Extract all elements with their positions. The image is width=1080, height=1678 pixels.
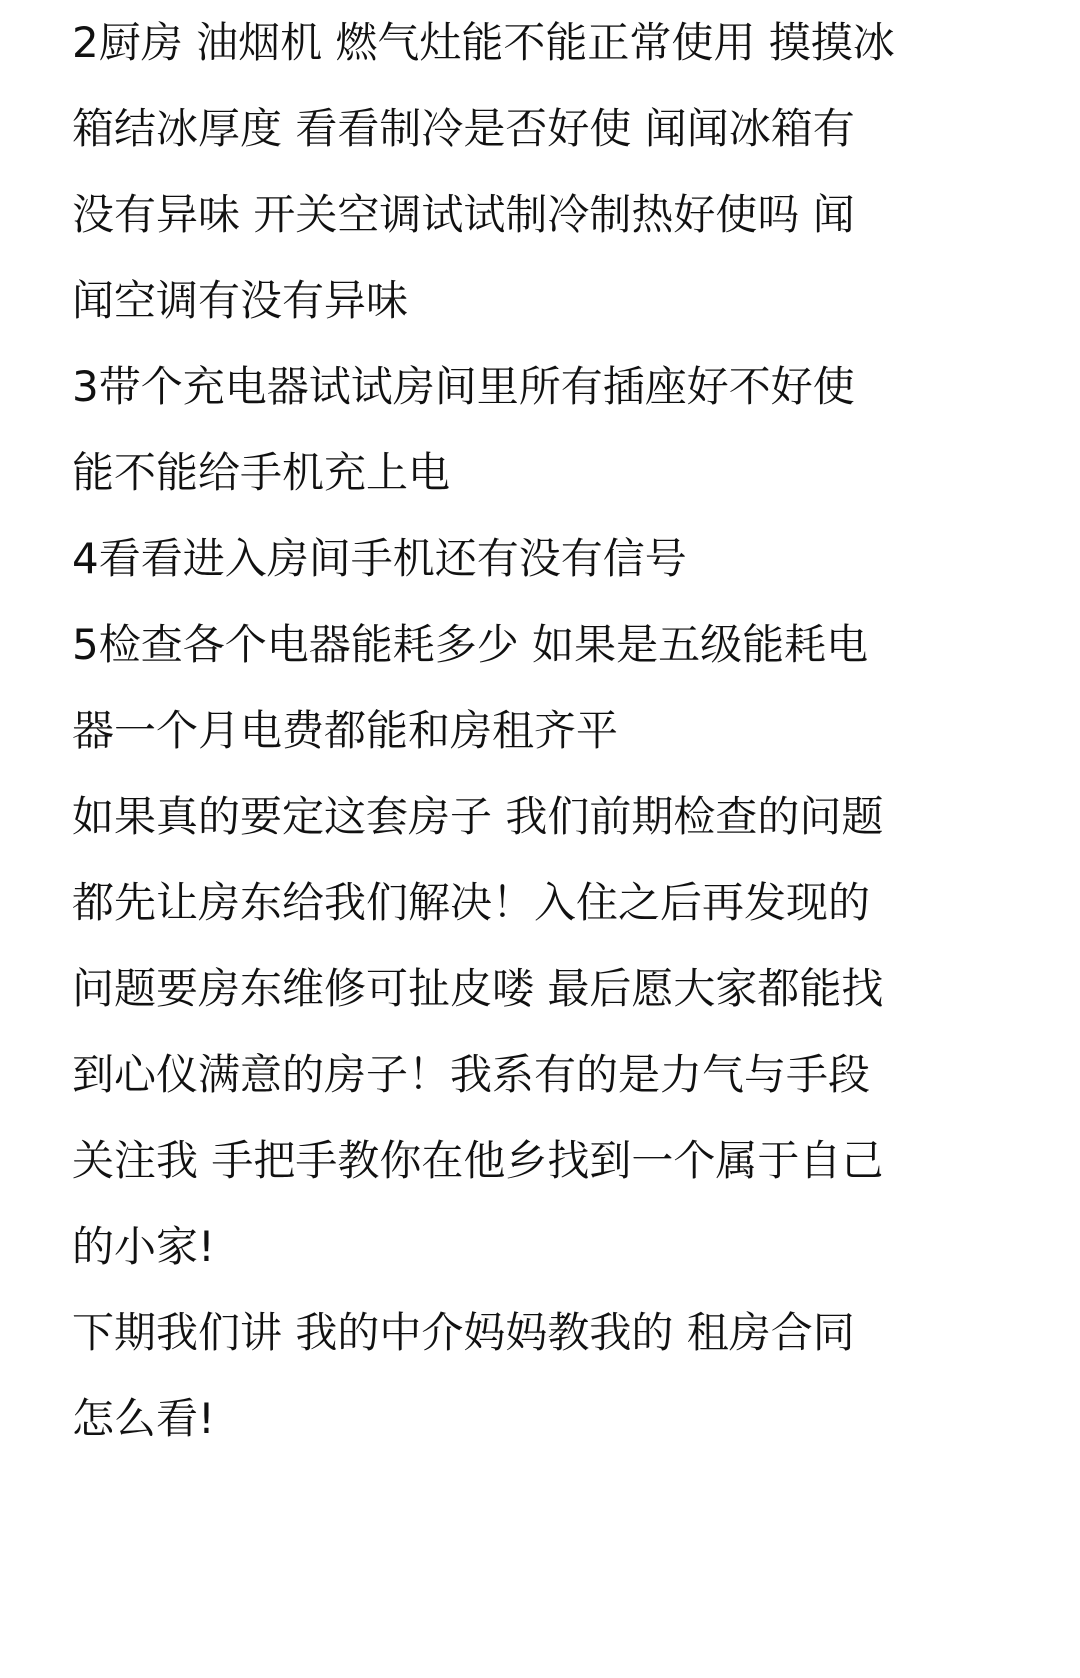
text-line: 能不能给手机充上电: [72, 448, 451, 497]
text-line: 到心仪满意的房子！我系有的是力气与手段: [72, 1050, 871, 1099]
text-line: 都先让房东给我们解决！入住之后再发现的: [72, 878, 871, 927]
text-line: 怎么看!: [72, 1394, 215, 1443]
text-line: 箱结冰厚度 看看制冷是否好使 闻闻冰箱有: [72, 104, 855, 153]
text-line: 关注我 手把手教你在他乡找到一个属于自己: [72, 1136, 884, 1185]
text-line: 2厨房 油烟机 燃气灶能不能正常使用 摸摸冰: [72, 18, 895, 67]
text-line: 5检查各个电器能耗多少 如果是五级能耗电: [72, 620, 869, 669]
text-line: 闻空调有没有异味: [72, 276, 409, 325]
text-line: 问题要房东维修可扯皮喽 最后愿大家都能找: [72, 964, 884, 1013]
text-line: 器一个月电费都能和房租齐平: [72, 706, 619, 755]
text-line: 4看看进入房间手机还有没有信号: [72, 534, 687, 583]
text-line: 下期我们讲 我的中介妈妈教我的 租房合同: [72, 1308, 855, 1357]
text-line: 的小家!: [72, 1222, 215, 1271]
text-line: 没有异味 开关空调试试制冷制热好使吗 闻: [72, 190, 855, 239]
text-line: 3带个充电器试试房间里所有插座好不好使: [72, 362, 855, 411]
text-line: 如果真的要定这套房子 我们前期检查的问题: [72, 792, 884, 841]
article-body: [72, 0, 1032, 1462]
